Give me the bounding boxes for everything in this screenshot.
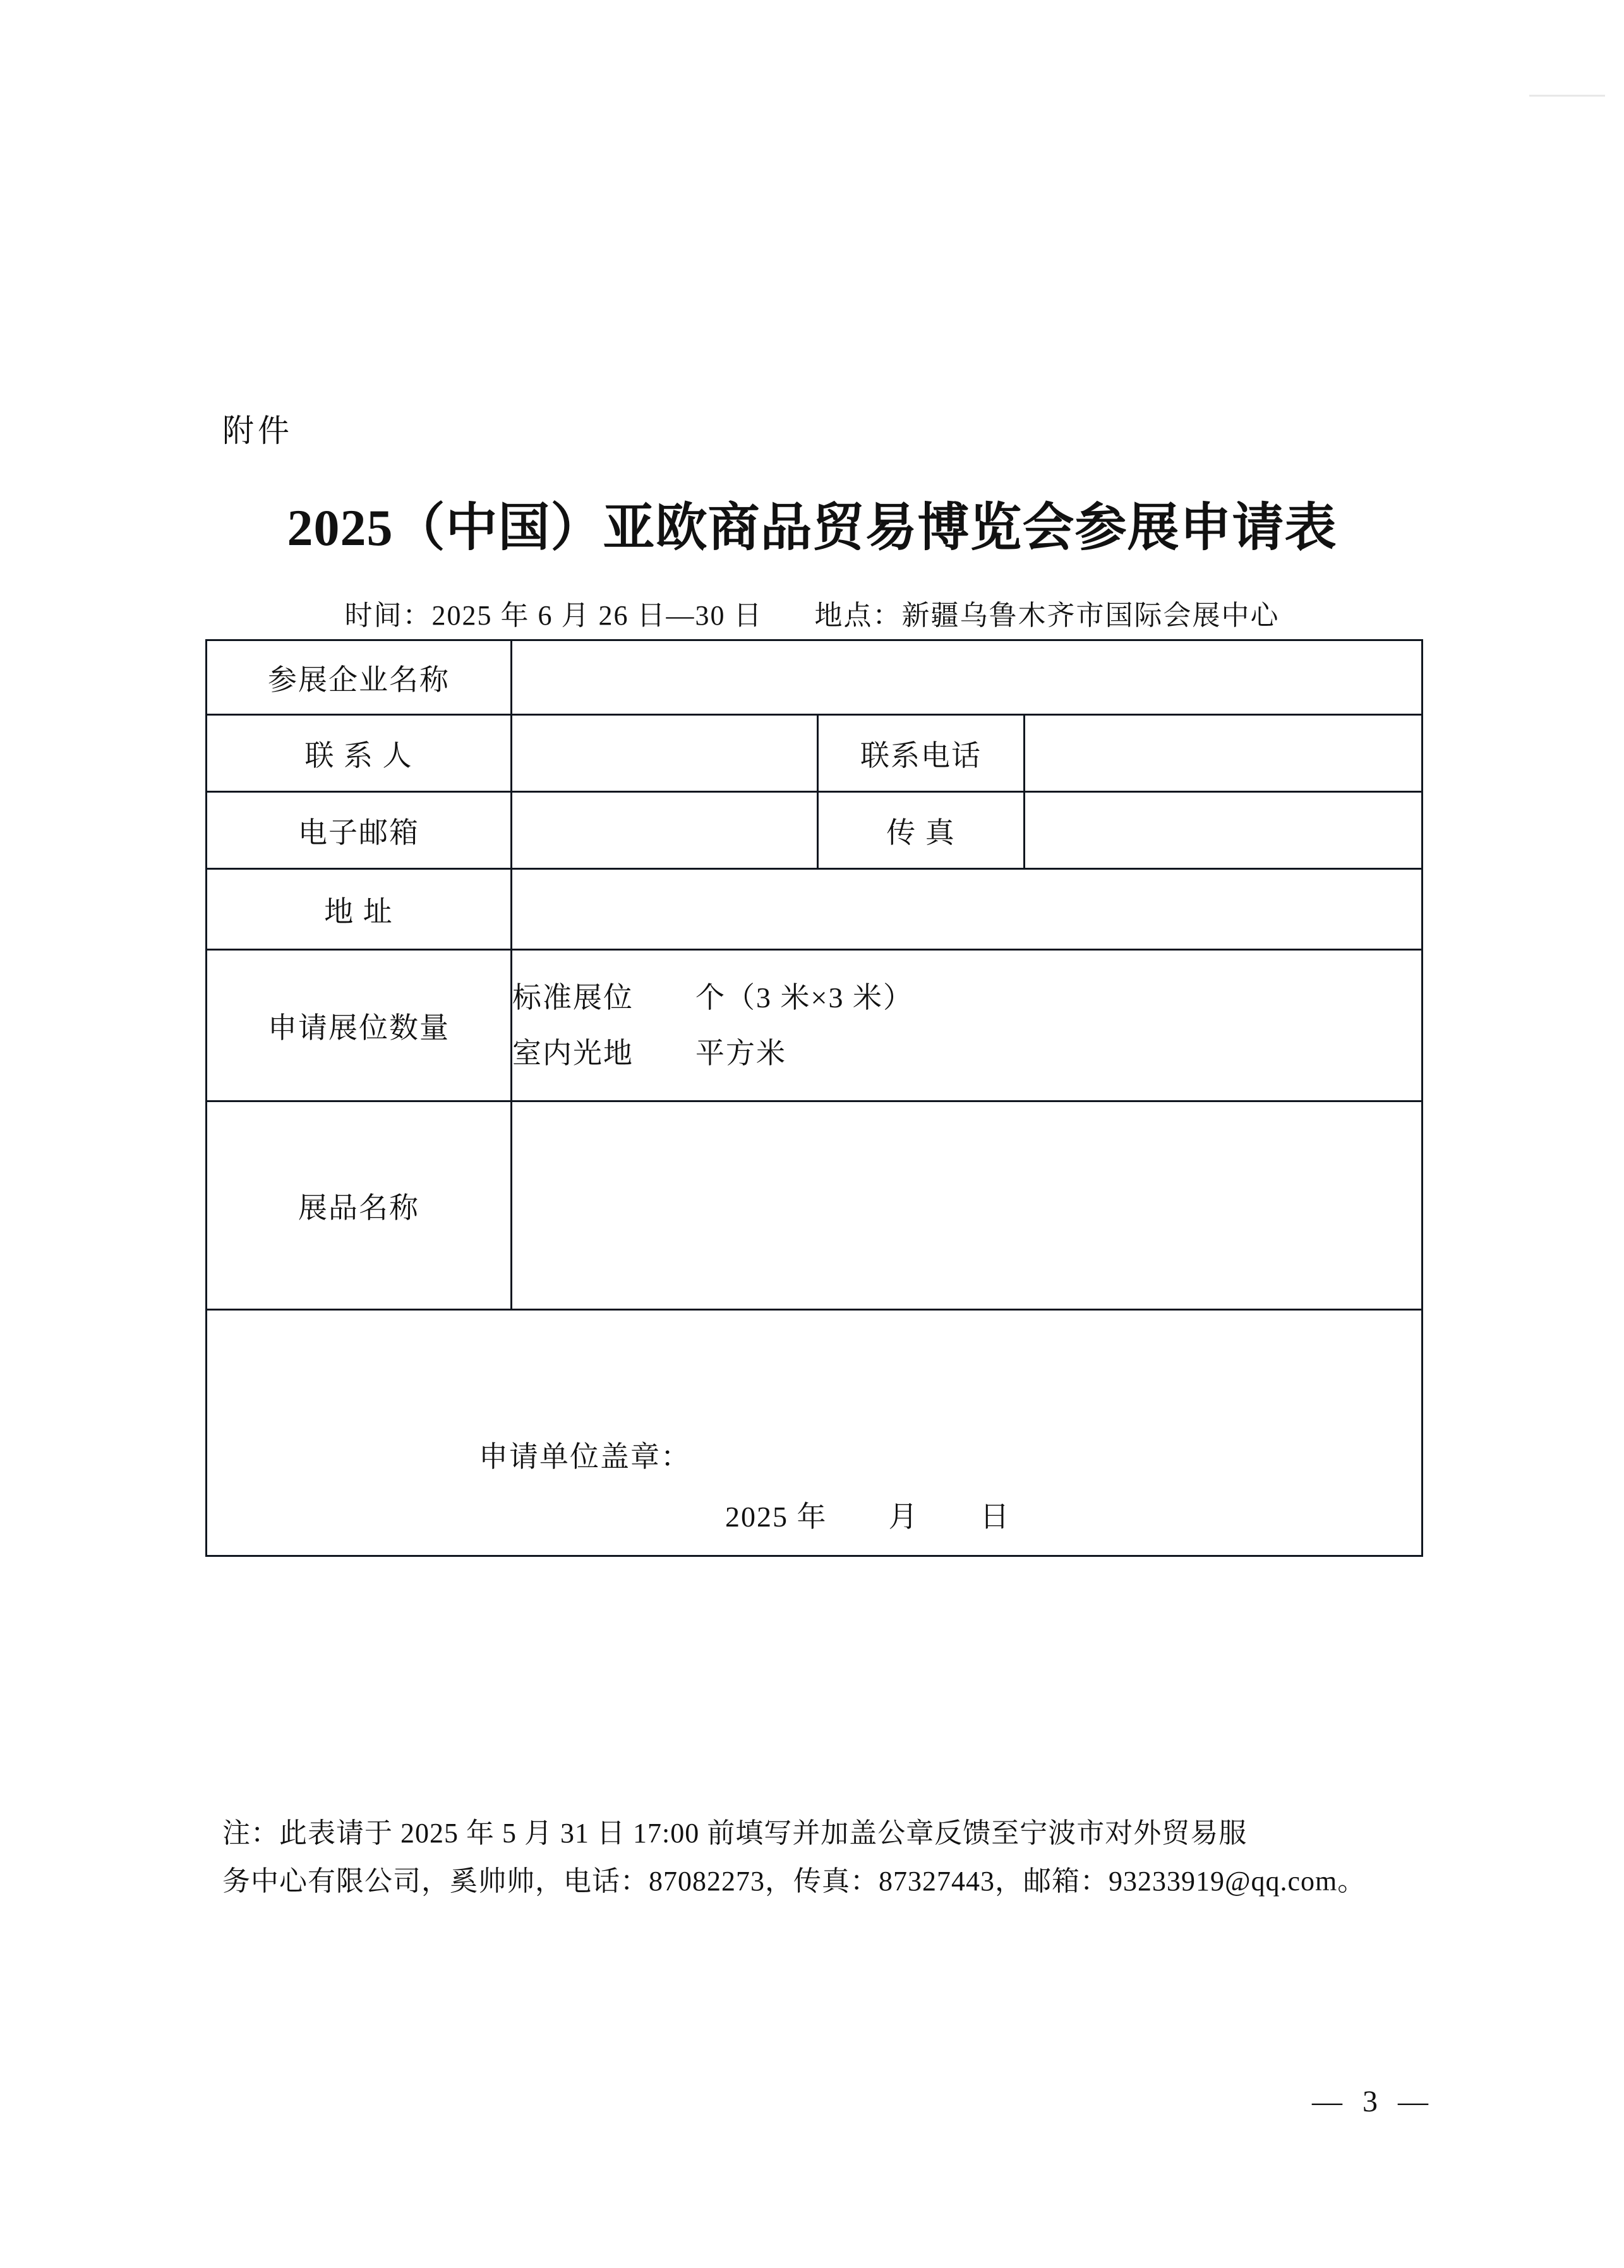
label-company-name: 参展企业名称 <box>207 640 512 715</box>
table-row <box>207 869 1423 950</box>
date-month: 月 <box>888 1501 919 1533</box>
label-raw-space: 室内光地 <box>512 1036 634 1069</box>
label-exhibit-name: 展品名称 <box>207 1101 512 1310</box>
table-row <box>207 1101 1423 1310</box>
label-contact-person: 联 系 人 <box>207 715 512 792</box>
table-row <box>207 950 1423 1101</box>
seal-signature-area[interactable] <box>207 1310 1423 1556</box>
label-standard-booth: 标准展位 <box>512 981 634 1014</box>
input-exhibit-name[interactable] <box>512 1101 1423 1310</box>
footnote-line-1: 注：此表请于 2025 年 5 月 31 日 17:00 前填写并加盖公章反馈至宁波市对外贸易服 <box>222 1818 1248 1849</box>
standard-booth-line <box>512 970 1421 1025</box>
input-email[interactable] <box>512 792 818 869</box>
raw-space-line <box>512 1026 1421 1081</box>
event-subtitle <box>0 592 1624 633</box>
label-contact-phone: 联系电话 <box>818 715 1025 792</box>
signature-date-line <box>725 1494 1011 1535</box>
date-year: 2025 年 <box>725 1501 827 1533</box>
table-row <box>207 792 1423 869</box>
table-row <box>207 640 1423 715</box>
input-contact-phone[interactable] <box>1025 715 1423 792</box>
footnotes <box>222 1809 1423 1905</box>
input-contact-person[interactable] <box>512 715 818 792</box>
event-place: 地点：新疆乌鲁木齐市国际会展中心 <box>814 600 1280 631</box>
booth-quantity-group <box>512 950 1423 1101</box>
event-time: 时间：2025 年 6 月 26 日—30 日 <box>344 600 763 631</box>
label-fax: 传 真 <box>818 792 1025 869</box>
label-booth-quantity: 申请展位数量 <box>207 950 512 1101</box>
label-email: 电子邮箱 <box>207 792 512 869</box>
application-form-table <box>205 639 1423 1557</box>
table-row <box>207 1310 1423 1556</box>
scan-edge-artifact <box>1529 95 1605 97</box>
label-applicant-seal: 申请单位盖章： <box>479 1441 691 1473</box>
footnote-line-2: 务中心有限公司，奚帅帅，电话：87082273，传真：87327443，邮箱：93233919@qq.com。 <box>222 1865 1366 1897</box>
label-address: 地 址 <box>207 869 512 950</box>
page-title: 2025（中国）亚欧商品贸易博览会参展申请表 <box>287 499 1337 556</box>
unit-standard-booth: 个（3 米×3 米） <box>695 981 913 1014</box>
date-day: 日 <box>980 1501 1011 1533</box>
unit-raw-space: 平方米 <box>695 1036 786 1069</box>
input-address[interactable] <box>512 869 1423 950</box>
table-row <box>207 715 1423 792</box>
input-fax[interactable] <box>1025 792 1423 869</box>
input-company-name[interactable] <box>512 640 1423 715</box>
page-number: — 3 — <box>1312 2085 1435 2118</box>
attachment-label: 附件 <box>222 413 293 448</box>
